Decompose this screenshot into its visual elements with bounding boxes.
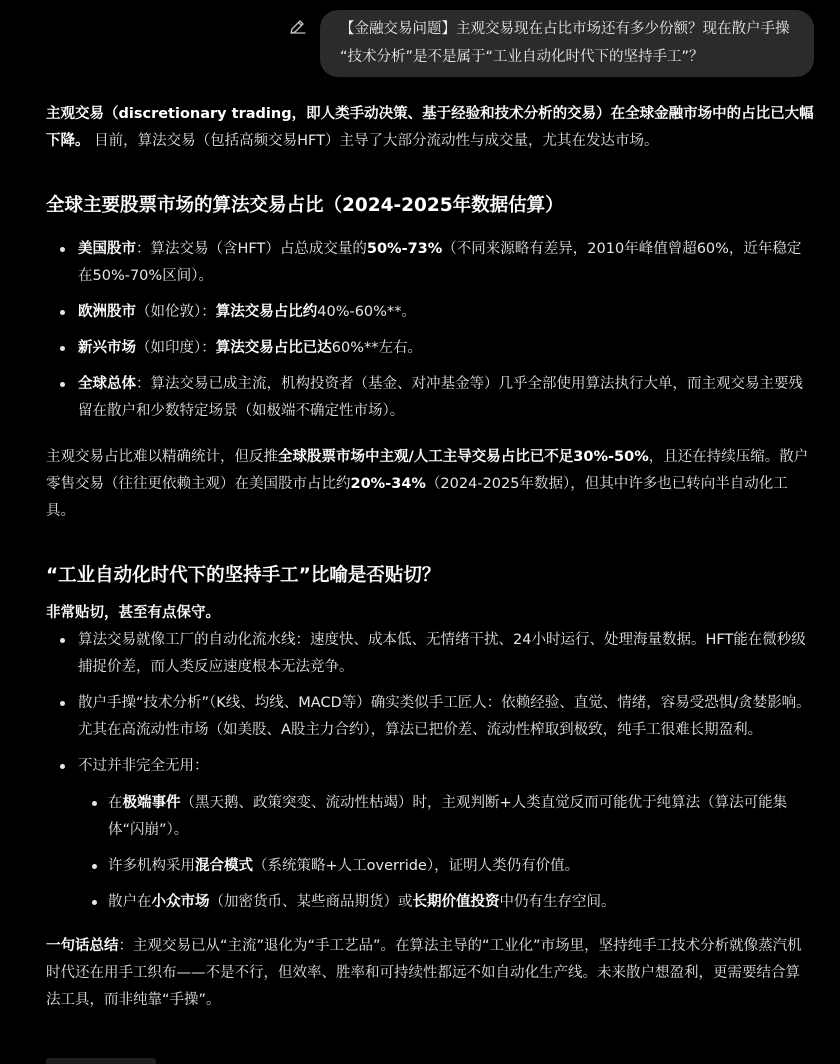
item-text: 40%-60%**。 (317, 304, 416, 320)
list-item: 散户手操“技术分析”（K线、均线、MACD等）确实类似手工匠人：依赖经验、直觉、情绪，容易受恐惧/贪婪影响。尤其在高流动性市场（如美股、A股主力合约），算法已把价差、流动性榨取到极致，纯手工很难长期盈利。 (46, 690, 814, 744)
intro-paragraph (46, 101, 814, 155)
conclusion-text: ：主观交易已从“主流”退化为“手工艺品”。在算法主导的“工业化”市场里，坚持纯手工技术分析就像蒸汽机时代还在用手工织布——不是不行，但效率、胜率和可持续性都远不如自动化生产线。未来散户想盈利，更需要结合算法工具，而非纯靠“手操”。 (46, 938, 802, 1008)
summary-text: ，且还在持续压缩。散户零售交易（往往更依赖主观）在美国股市占比约 (46, 449, 809, 492)
sub-item-bold: 长期价值投资 (412, 894, 500, 910)
item-text: （不同来源略有差异，2010年峰值曾超60%，近年稳定在50%-70%区间）。 (78, 241, 802, 284)
sub-item-text: 中仍有生存空间。 (499, 894, 616, 910)
list-item (46, 371, 814, 425)
user-message-line-1: 【金融交易问题】主观交易现在占比市场还有多少份额？现在散户手操 (340, 21, 790, 37)
intro-text: 目前，算法交易（包括高频交易HFT）主导了大部分流动性与成交量，尤其在发达市场。 (89, 133, 659, 149)
item-bold: 美国股市 (78, 241, 136, 257)
user-message-line-2: “技术分析”是不是属于“工业自动化时代下的坚持手工”？ (340, 49, 704, 65)
sub-item-text: （系统策略+人工override），证明人类仍有价值。 (253, 858, 580, 874)
item-bold: 新兴市场 (78, 340, 136, 356)
item-text: ：算法交易（含HFT）占总成交量的 (136, 241, 367, 257)
section1-summary (46, 444, 814, 525)
summary-bold: 20%-34% (350, 476, 426, 492)
sub-item-bold: 极端事件 (122, 795, 181, 811)
intro-bold: 主观交易（discretionary trading，即人类手动决策、基于经验和技术分析的交易）在全球金融市场中的占比已大幅下降。 (46, 106, 814, 149)
sub-item-text: 散户在 (108, 894, 152, 910)
item-text: 60%**左右。 (331, 340, 422, 356)
item-bold: 全球总体 (78, 376, 136, 392)
list-item: 不过并非完全无用： (46, 753, 814, 780)
sub-item-text: 在 (108, 795, 123, 811)
user-message-bubble (320, 10, 814, 77)
item-bold: 算法交易占比约 (215, 304, 318, 320)
conclusion-paragraph (46, 933, 814, 1014)
sub-item-text: （加密货币、某些商品期货）或 (209, 894, 413, 910)
sub-item-text: 许多机构采用 (108, 858, 195, 874)
sub-list-item (46, 889, 814, 916)
list-item: 算法交易就像工厂的自动化流水线：速度快、成本低、无情绪干扰、24小时运行、处理海量数据。HFT能在微秒级捕捉价差，而人类反应速度根本无法竞争。 (46, 627, 814, 681)
section1-heading: 全球主要股票市场的算法交易占比（2024-2025年数据估算） (46, 195, 564, 216)
section2-list (46, 627, 814, 780)
summary-text: （2024-2025年数据），但其中许多也已转向半自动化工具。 (46, 476, 788, 519)
section2-heading: “工业自动化时代下的坚持手工”比喻是否贴切？ (46, 565, 441, 586)
sub-list-item (46, 790, 814, 844)
scroll-hint-bar (46, 1058, 156, 1064)
list-item (46, 335, 814, 362)
sub-item-bold: 小众市场 (151, 894, 210, 910)
pencil-icon[interactable] (288, 18, 306, 36)
section2-verdict (46, 600, 814, 627)
summary-text: 主观交易占比难以精确统计，但反推 (46, 449, 278, 465)
item-bold: 算法交易占比已达 (215, 340, 332, 356)
item-text: （如伦敦）： (136, 304, 216, 320)
verdict-bold: 非常贴切，甚至有点保守。 (46, 605, 220, 621)
item-bold: 欧洲股市 (78, 304, 136, 320)
item-text: （如印度）： (136, 340, 216, 356)
sub-item-text: （黑天鹅、政策突变、流动性枯竭）时，主观判断+人类直觉反而可能优于纯算法（算法可能集体“闪崩”）。 (108, 795, 788, 838)
user-message-row (288, 10, 814, 77)
section2-sub-list (46, 790, 814, 916)
section1-list (46, 236, 814, 425)
sub-item-bold: 混合模式 (195, 858, 253, 874)
item-bold: 50%-73% (366, 241, 443, 257)
summary-bold: 全球股票市场中主观/人工主导交易占比已不足30%-50% (278, 449, 649, 465)
sub-list-item (46, 853, 814, 880)
list-item (46, 236, 814, 290)
assistant-response (46, 101, 814, 1014)
item-text: ：算法交易已成主流，机构投资者（基金、对冲基金等）几乎全部使用算法执行大单，而主观交易主要残留在散户和少数特定场景（如极端不确定性市场）。 (78, 376, 803, 419)
conclusion-bold: 一句话总结 (46, 938, 119, 954)
list-item (46, 299, 814, 326)
